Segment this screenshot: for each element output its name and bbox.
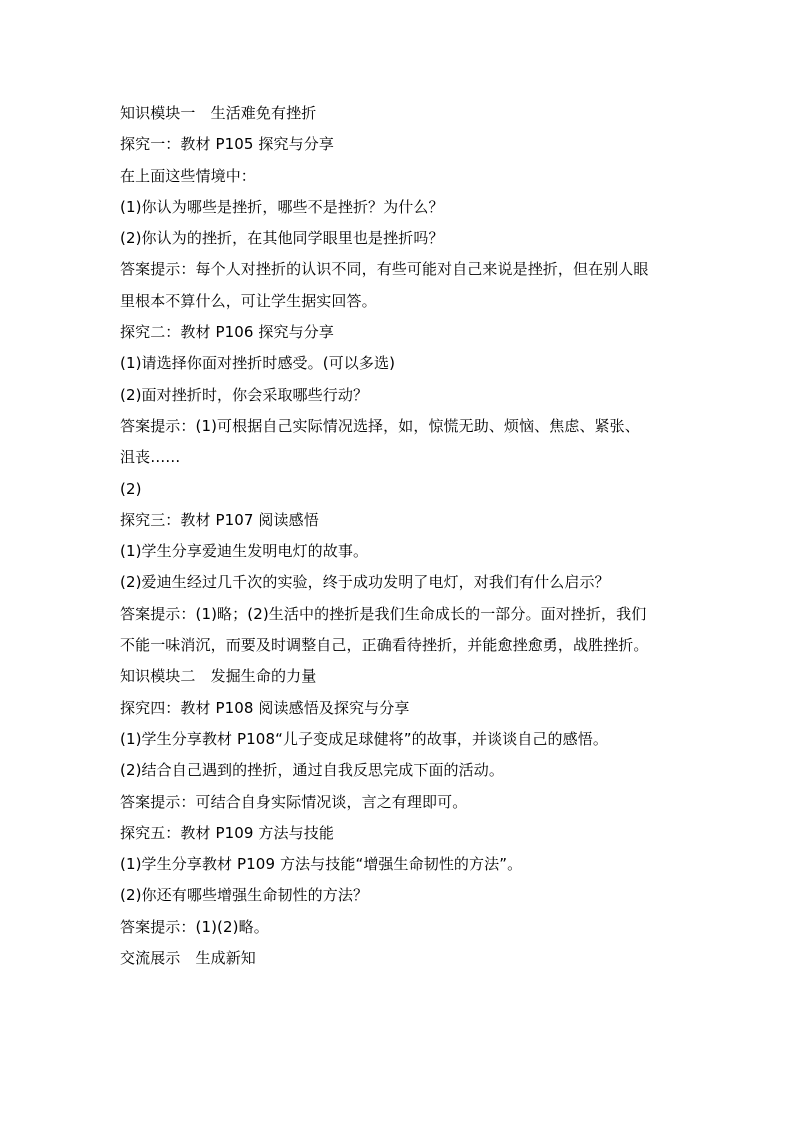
question-line: (2)你认为的挫折，在其他同学眼里也是挫折吗？ — [120, 229, 444, 248]
question-line: (2)你还有哪些增强生命韧性的方法？ — [120, 886, 369, 905]
answer-hint-line: 答案提示：可结合自身实际情况谈，言之有理即可。 — [120, 792, 468, 811]
inquiry-4-heading: 探究四：教材 P108 阅读感悟及探究与分享 — [120, 698, 410, 717]
question-line: (1)你认为哪些是挫折，哪些不是挫折？为什么？ — [120, 197, 444, 216]
text-line: 在上面这些情境中： — [120, 166, 256, 185]
answer-hint-line: 不能一味消沉，而要及时调整自己，正确看待挫折，并能愈挫愈勇，战胜挫折。 — [120, 636, 649, 655]
inquiry-3-heading: 探究三：教材 P107 阅读感悟 — [120, 510, 319, 529]
answer-hint-line: 答案提示：(1)(2)略。 — [120, 917, 269, 936]
inquiry-5-heading: 探究五：教材 P109 方法与技能 — [120, 823, 334, 842]
document-body — [120, 98, 680, 974]
question-line: (1)学生分享爱迪生发明电灯的故事。 — [120, 542, 369, 561]
question-line: (1)学生分享教材 P109 方法与技能“增强生命韧性的方法”。 — [120, 855, 523, 874]
question-line: (2)结合自己遇到的挫折，通过自我反思完成下面的活动。 — [120, 761, 504, 780]
answer-hint-line: 答案提示：(1)略；(2)生活中的挫折是我们生命成长的一部分。面对挫折，我们 — [120, 604, 647, 623]
inquiry-1-heading: 探究一：教材 P105 探究与分享 — [120, 135, 334, 154]
inquiry-2-heading: 探究二：教材 P106 探究与分享 — [120, 323, 334, 342]
answer-hint-line: 答案提示：每个人对挫折的认识不同，有些可能对自己来说是挫折，但在别人眼 — [120, 260, 649, 279]
section-heading-1: 知识模块一 生活难免有挫折 — [120, 104, 317, 122]
question-line: (2)面对挫折时，你会采取哪些行动？ — [120, 385, 369, 404]
answer-hint-line: 沮丧…… — [120, 448, 181, 467]
question-line: (1)请选择你面对挫折时感受。(可以多选) — [120, 354, 396, 373]
answer-hint-line: 答案提示：(1)可根据自己实际情况选择，如，惊慌无助、烦恼、焦虑、紧张、 — [120, 416, 640, 435]
answer-hint-line: 里根本不算什么，可让学生据实回答。 — [120, 291, 377, 310]
section-heading-2: 知识模块二 发掘生命的力量 — [120, 667, 317, 686]
section-heading-3: 交流展示 生成新知 — [120, 949, 256, 968]
question-line: (2)爱迪生经过几千次的实验，终于成功发明了电灯，对我们有什么启示？ — [120, 573, 610, 592]
answer-hint-line: (2) — [120, 479, 142, 498]
question-line: (1)学生分享教材 P108“儿子变成足球健将”的故事，并谈谈自己的感悟。 — [120, 729, 608, 748]
